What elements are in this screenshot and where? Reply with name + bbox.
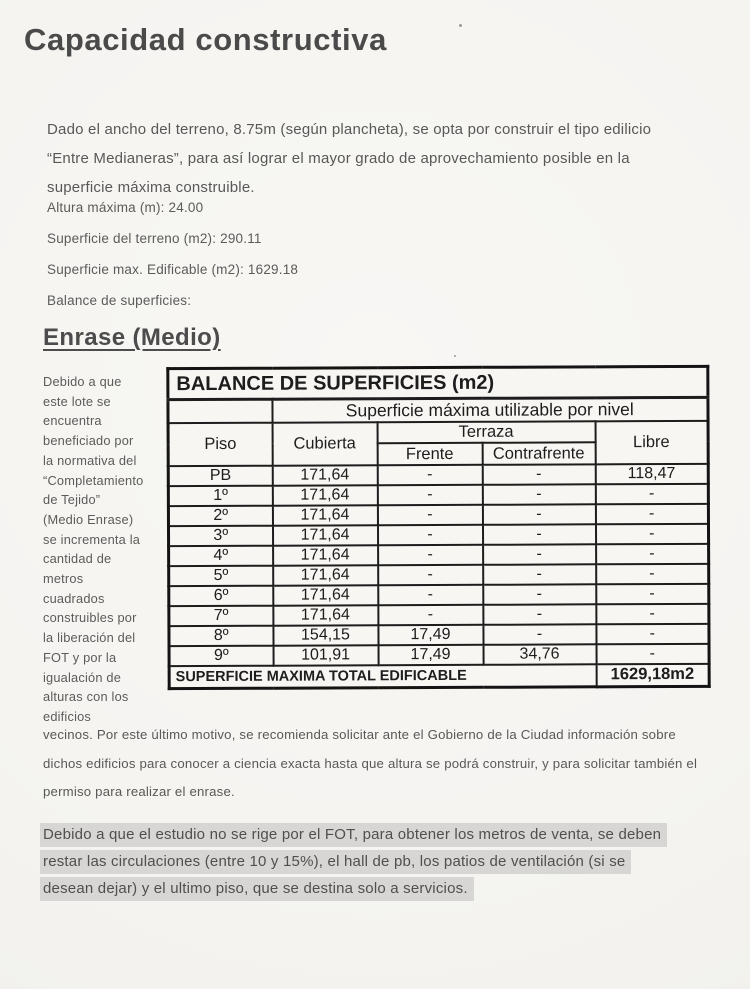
- page-title: Capacidad constructiva: [24, 22, 387, 57]
- cell-cubierta: 171,64: [272, 505, 377, 525]
- cell-frente: -: [378, 605, 483, 625]
- sidebar-note-line: igualación de: [43, 669, 122, 685]
- sidebar-note-line: cantidad de: [43, 551, 112, 567]
- col-header-terraza: Terraza: [377, 421, 595, 443]
- intro-paragraph: Dado el ancho del terreno, 8.75m (según plancheta), se opta por construir el tipo edilicio “Entre Medianeras”, para así lograr el mayor grado de aprovechamiento posible en la superficie máxima construible.: [47, 121, 652, 196]
- table-total-row: [169, 664, 709, 688]
- cell-frente: -: [377, 465, 482, 485]
- highlight-line: [40, 853, 720, 880]
- cell-contrafrente: -: [483, 544, 596, 564]
- cell-piso: 4º: [169, 546, 273, 566]
- table-row-1: [168, 484, 708, 506]
- cell-piso: 1º: [168, 486, 272, 506]
- cell-cubierta: 171,64: [273, 585, 378, 605]
- cell-libre: -: [596, 544, 709, 564]
- cell-piso: 2º: [168, 506, 272, 526]
- cell-contrafrente: -: [482, 524, 595, 544]
- table-row-5: [169, 564, 709, 586]
- sidebar-note-line: cuadrados: [43, 590, 105, 606]
- section-heading-enrase: Enrase (Medio): [43, 324, 221, 351]
- sidebar-note-line: de Tejido”: [43, 492, 101, 508]
- cell-frente: 17,49: [378, 625, 483, 645]
- cell-contrafrente: -: [482, 484, 595, 504]
- table-row-8: [169, 624, 709, 646]
- sidebar-note-line: construibles por: [43, 610, 137, 626]
- table-row-9: [169, 644, 709, 666]
- cell-libre: -: [596, 624, 709, 644]
- scan-speck-icon: [459, 24, 462, 27]
- cell-contrafrente: -: [482, 504, 595, 524]
- cell-contrafrente: 34,76: [483, 644, 596, 664]
- sidebar-note-line: este lote se: [43, 393, 111, 409]
- cell-cubierta: 171,64: [273, 565, 378, 585]
- sidebar-note-line: “Completamiento: [43, 472, 144, 488]
- col-header-frente: Frente: [377, 443, 482, 465]
- cell-cubierta: 154,15: [273, 625, 378, 645]
- spec-item-balance-superficies: Balance de superficies:: [47, 293, 192, 308]
- sidebar-note-line: se incrementa la: [43, 531, 141, 547]
- cell-cubierta: 171,64: [272, 485, 377, 505]
- balance-superficies-table: [166, 365, 710, 690]
- highlight-line-text: Debido a que el estudio no se rige por el FOT, para obtener los metros de venta, se deben: [40, 823, 667, 847]
- highlight-line-text: desean dejar) y el ultimo piso, que se destina solo a servicios.: [40, 877, 474, 901]
- sidebar-note-line: edificios: [43, 708, 92, 724]
- table-row-6: [169, 584, 709, 606]
- sidebar-note-line: la normativa del: [43, 452, 137, 468]
- highlight-line-text: restar las circulaciones (entre 10 y 15%), el hall de pb, los patios de ventilación (si se: [40, 850, 631, 874]
- table-row-7: [169, 604, 709, 626]
- table-row-3: [168, 524, 708, 546]
- cell-contrafrente: -: [483, 584, 596, 604]
- table-row-pb: [168, 464, 708, 486]
- col-header-cubierta: Cubierta: [272, 422, 377, 465]
- cell-contrafrente: -: [483, 564, 596, 584]
- cell-frente: -: [378, 545, 483, 565]
- cell-cubierta: 101,91: [273, 645, 378, 665]
- cell-libre: -: [596, 584, 709, 604]
- sidebar-note-line: (Medio Enrase): [43, 511, 134, 527]
- cell-libre: -: [595, 524, 708, 544]
- cell-cubierta: 171,64: [273, 545, 378, 565]
- sidebar-note: [43, 372, 167, 727]
- cell-frente: 17,49: [378, 645, 483, 665]
- total-label: SUPERFICIE MAXIMA TOTAL EDIFICABLE: [169, 664, 596, 688]
- highlight-line: [40, 826, 720, 853]
- sidebar-note-line: metros: [43, 571, 84, 587]
- highlighted-paragraph: [40, 826, 720, 907]
- col-header-piso: Piso: [168, 423, 272, 466]
- cell-libre: -: [595, 484, 708, 504]
- cell-frente: -: [377, 505, 482, 525]
- cell-cubierta: 171,64: [272, 525, 377, 545]
- table-title-row: [168, 366, 708, 399]
- col-header-libre: Libre: [595, 421, 708, 464]
- sidebar-note-line: Debido a que: [43, 374, 122, 389]
- cell-piso: 7º: [169, 606, 273, 626]
- cell-libre: -: [596, 644, 709, 664]
- spec-item-altura-maxima: Altura máxima (m): 24.00: [47, 200, 204, 215]
- cell-frente: -: [378, 565, 483, 585]
- cell-contrafrente: -: [482, 464, 595, 484]
- cell-frente: -: [377, 485, 482, 505]
- scan-speck-icon: [454, 355, 456, 357]
- cell-libre: -: [595, 504, 708, 524]
- col-header-contrafrente: Contrafrente: [482, 442, 595, 464]
- cell-frente: -: [377, 525, 482, 545]
- spec-item-superficie-terreno: Superficie del terreno (m2): 290.11: [47, 231, 262, 246]
- table-row-2: [168, 504, 708, 526]
- spec-list: [47, 200, 298, 324]
- spec-item-superficie-edificable: Superficie max. Edificable (m2): 1629.18: [47, 262, 299, 277]
- cell-piso: 6º: [169, 586, 273, 606]
- cell-piso: 3º: [168, 526, 272, 546]
- cell-libre: -: [596, 604, 709, 624]
- sidebar-note-line: la liberación del: [43, 630, 136, 646]
- sidebar-note-line: FOT y por la: [43, 649, 117, 665]
- table-empty-cell: [168, 399, 272, 423]
- cell-cubierta: 171,64: [272, 465, 377, 485]
- cell-frente: -: [378, 585, 483, 605]
- cell-piso: 8º: [169, 626, 273, 646]
- cell-contrafrente: -: [483, 624, 596, 644]
- table-title: BALANCE DE SUPERFICIES (m2): [168, 366, 708, 399]
- cell-piso: 5º: [169, 566, 273, 586]
- cell-contrafrente: -: [483, 604, 596, 624]
- cell-piso: PB: [168, 466, 272, 486]
- sidebar-note-line: beneficiado por: [43, 433, 134, 449]
- total-value: 1629,18m2: [596, 664, 709, 686]
- table-header-row: [168, 421, 708, 444]
- continuation-paragraph: vecinos. Por este último motivo, se recomienda solicitar ante el Gobierno de la Ciudad información sobre dichos edificios para conocer a ciencia exacta hasta que altura se podrá construir, y para solicitar también el permiso para realizar el enrase.: [43, 727, 698, 799]
- sidebar-note-line: encuentra: [43, 413, 102, 429]
- sidebar-note-line: alturas con los: [43, 689, 129, 705]
- cell-libre: -: [596, 564, 709, 584]
- table-span-header: Superficie máxima utilizable por nivel: [272, 397, 708, 422]
- table-span-header-row: [168, 397, 708, 423]
- table-row-4: [169, 544, 709, 566]
- cell-cubierta: 171,64: [273, 605, 378, 625]
- highlight-line: [40, 880, 720, 907]
- cell-piso: 9º: [169, 646, 273, 666]
- cell-libre: 118,47: [595, 464, 708, 484]
